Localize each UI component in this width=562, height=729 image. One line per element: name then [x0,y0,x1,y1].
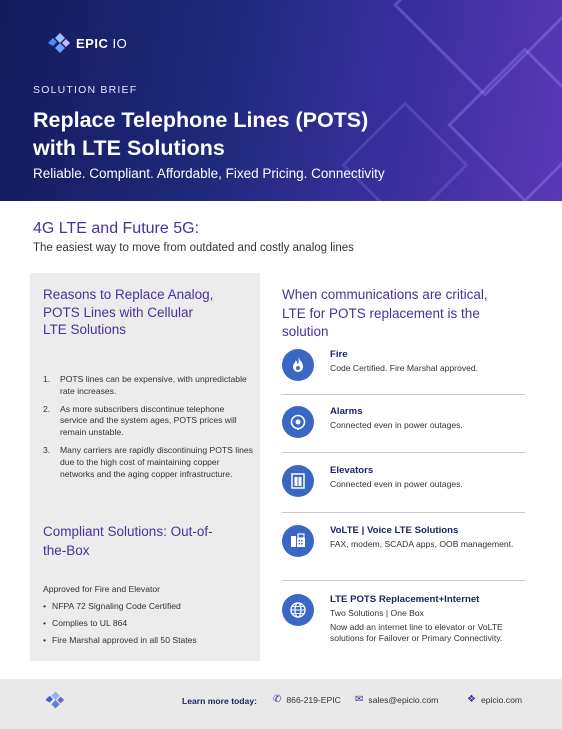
compliance-list [43,601,197,652]
list-item: • Fire Marshal approved in all 50 States [43,635,197,645]
fire-icon [282,349,314,381]
phone-link[interactable]: 866-219-EPIC [286,694,341,705]
feature-volte [282,525,532,569]
epic-io-logo[interactable] [44,32,127,54]
hero-banner [0,0,562,201]
feature-fire [282,349,532,385]
elevator-icon [282,465,314,497]
footer-website[interactable] [467,694,522,705]
epic-io-footer-logo-icon[interactable] [42,689,64,711]
feature-desc: Two Solutions | One Box Now add an internet line to elevator or VoLTE solutions for Failover or Primary Connectivity. [330,608,503,643]
fax-icon [282,525,314,557]
reasons-list [43,374,253,486]
page-title: Replace Telephone Lines (POTS) with LTE Solutions [33,108,369,160]
email-link[interactable]: sales@epicio.com [368,694,439,705]
feature-desc: Connected even in power outages. [330,479,463,489]
list-item: • Complies to UL 864 [43,618,128,628]
logo-text: EPIC IO [76,35,128,51]
alarm-icon [282,406,314,438]
divider [282,580,525,581]
feature-elevators [282,465,532,501]
feature-title: Fire [330,349,348,360]
phone-icon: ✆ [273,694,282,705]
list-item: • NFPA 72 Signaling Code Certified [43,601,181,611]
feature-lte-pots-internet [282,594,532,664]
feature-desc: Code Certified. Fire Marshal approved. [330,363,479,373]
footer [0,679,562,729]
compliant-heading: Compliant Solutions: Out-of- the-Box [43,524,213,558]
feature-desc: FAX, modem, SCADA apps, OOB management. [330,539,514,549]
list-item: 1. POTS lines can be expensive, with unpredictable rate increases. [43,374,247,396]
reasons-heading: Reasons to Replace Analog, POTS Lines with Cellular LTE Solutions [43,287,214,337]
eyebrow-label: SOLUTION BRIEF [33,84,138,96]
footer-email[interactable] [355,694,438,705]
feature-title: VoLTE | Voice LTE Solutions [330,525,459,536]
tagline: Reliable. Compliant. Affordable, Fixed Pricing. Connectivity [33,166,385,181]
footer-phone[interactable] [273,694,341,705]
reasons-panel [30,273,260,661]
list-item: 3. Many carriers are rapidly discontinuing POTS lines due to the high cost of maintaining copper networks and the aging copper infrastructure. [43,444,253,479]
feature-alarms [282,406,532,442]
feature-title: Alarms [330,406,363,417]
list-item: 2. As more subscribers discontinue telephone service and the system ages, POTS prices will remain unstable. [43,403,237,438]
envelope-icon: ✉ [355,694,364,705]
intro-heading: 4G LTE and Future 5G: [33,220,200,237]
feature-desc: Connected even in power outages. [330,420,463,430]
learn-more-label: Learn more today: [182,696,257,706]
epic-io-logo-icon [44,32,70,54]
divider [282,452,525,453]
approved-label: Approved for Fire and Elevator [43,584,161,594]
web-icon: ❖ [467,694,476,705]
globe-icon [282,594,314,626]
divider [282,394,525,395]
feature-title: LTE POTS Replacement+Internet [330,594,480,605]
intro-subheading: The easiest way to move from outdated and costly analog lines [33,242,354,254]
feature-title: Elevators [330,465,374,476]
solutions-heading: When communications are critical, LTE for POTS replacement is the solution [282,287,488,339]
website-link[interactable]: epicio.com [480,694,523,705]
divider [282,512,525,513]
